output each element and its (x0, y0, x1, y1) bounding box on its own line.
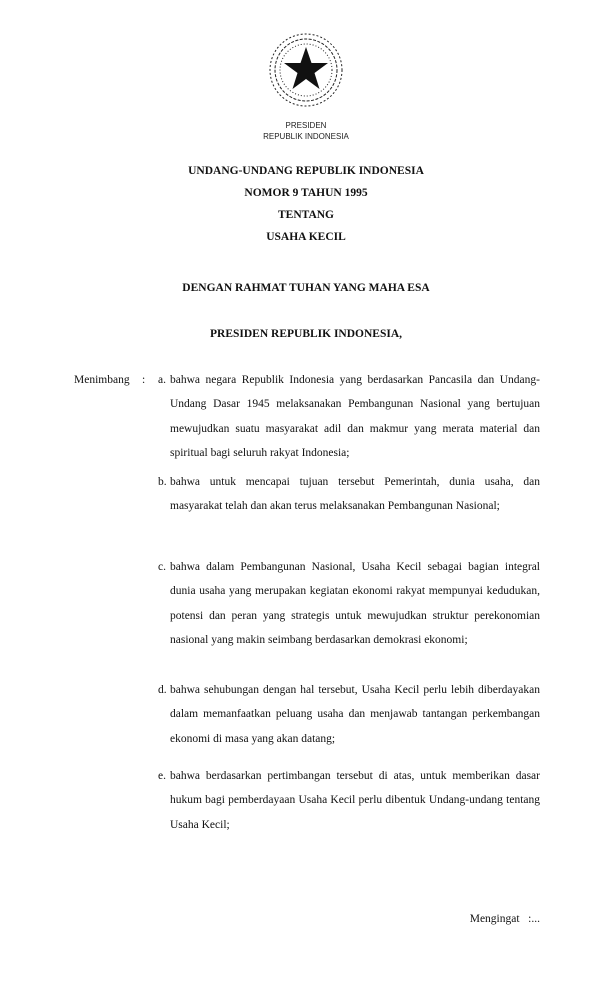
document-subject: USAHA KECIL (266, 231, 346, 243)
item-text: bahwa negara Republik Indonesia yang berdasarkan Pancasila dan Undang-Undang Dasar 1945 melaksanakan Pembangunan Nasional yang bertujuan mewujudkan suatu masyarakat adil dan makmur yang merata material dan spiritual bagi seluruh rakyat Indonesia; (170, 374, 540, 459)
considering-item-d (158, 678, 540, 751)
considering-item-c (158, 555, 540, 652)
considering-colon: : (142, 374, 146, 386)
document-about: TENTANG (277, 209, 335, 221)
document-title: UNDANG-UNDANG REPUBLIK INDONESIA (188, 165, 424, 177)
seal-text-republik: REPUBLIK INDONESIA (263, 132, 349, 141)
considering-item-e (158, 764, 540, 837)
item-text: bahwa sehubungan dengan hal tersebut, Usaha Kecil perlu lebih diberdayakan dalam memanfaatkan peluang usaha dan menjawab tantangan perkembangan ekonomi di masa yang akan datang; (170, 684, 540, 745)
item-text: bahwa berdasarkan pertimbangan tersebut di atas, untuk memberikan dasar hukum bagi pemberdayaan Usaha Kecil perlu dibentuk Undang-undang tentang Usaha Kecil; (170, 770, 540, 831)
seal-text-presiden: PRESIDEN (285, 121, 327, 130)
item-letter: e. (158, 770, 166, 782)
page-continuation: Mengingat :... (469, 913, 540, 925)
item-text: bahwa dalam Pembangunan Nasional, Usaha Kecil sebagai bagian integral dunia usaha yang merupakan kegiatan ekonomi rakyat mempunyai kedudukan, potensi dan peran yang strategis untuk mewujudkan struktur perekonomian nasional yang makin seimbang berdasarkan demokrasi ekonomi; (170, 561, 540, 646)
presidential-seal-emblem (266, 30, 346, 110)
considering-label: Menimbang (74, 374, 130, 386)
item-text: bahwa untuk mencapai tujuan tersebut Pemerintah, dunia usaha, dan masyarakat telah dan akan terus melaksanakan Pembangunan Nasional; (170, 476, 540, 513)
item-letter: b. (158, 476, 167, 488)
president-heading: PRESIDEN REPUBLIK INDONESIA, (209, 328, 403, 340)
item-letter: a. (158, 374, 166, 386)
considering-item-a (158, 368, 540, 465)
invocation: DENGAN RAHMAT TUHAN YANG MAHA ESA (182, 282, 430, 294)
document-number: NOMOR 9 TAHUN 1995 (244, 187, 368, 199)
item-letter: d. (158, 684, 167, 696)
item-letter: c. (158, 561, 166, 573)
considering-item-b (158, 470, 540, 519)
